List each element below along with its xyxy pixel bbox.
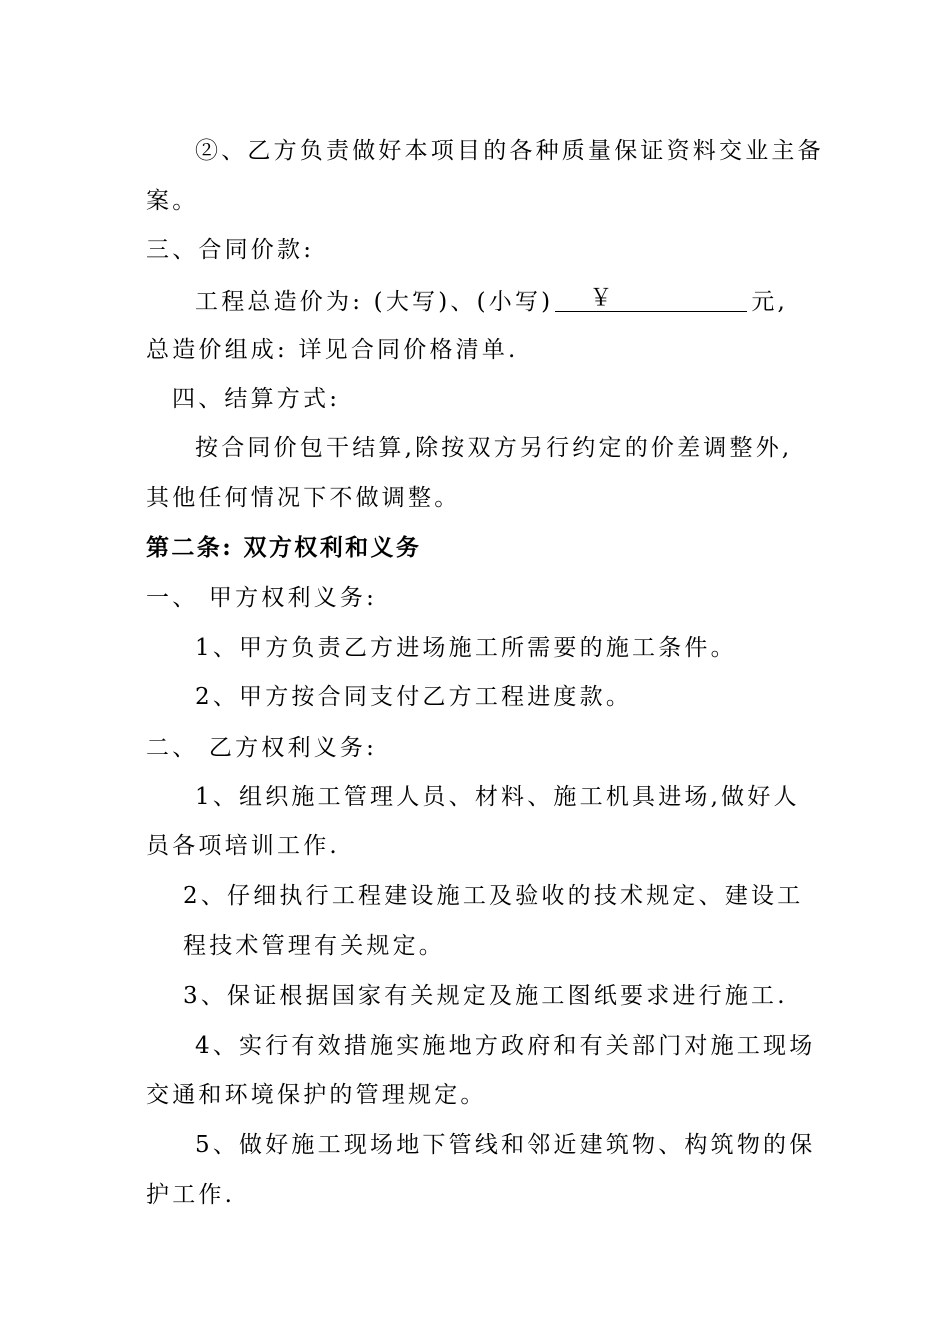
- party-b-item-3: 3、保证根据国家有关规定及施工图纸要求进行施工.: [183, 983, 788, 1009]
- article-two-heading: 第二条: 双方权利和义务: [146, 534, 422, 561]
- price-blank-field: [555, 285, 747, 312]
- party-b-item-2: 2、仔细执行工程建设施工及验收的技术规定、建设工: [183, 883, 804, 909]
- yen-symbol: ￥: [589, 285, 616, 311]
- party-a-item-2: 2、甲方按合同支付乙方工程进度款。: [195, 684, 633, 710]
- party-a-heading: 一、 甲方权利义务:: [146, 585, 378, 611]
- section-contract-price: 三、合同价款:: [146, 237, 315, 263]
- paragraph-settlement: 按合同价包干结算,除按双方另行约定的价差调整外,: [195, 435, 793, 461]
- total-price-label: 工程总造价为: (大写)、(小写): [195, 289, 554, 315]
- paragraph-price-composition: 总造价组成: 详见合同价格清单.: [146, 337, 519, 363]
- paragraph-quality-docs-cont: 案。: [146, 188, 199, 214]
- currency-unit: 元,: [751, 289, 789, 315]
- party-b-heading: 二、 乙方权利义务:: [146, 735, 378, 761]
- paragraph-quality-docs: ②、乙方负责做好本项目的各种质量保证资料交业主备: [195, 138, 824, 164]
- paragraph-settlement-cont: 其他任何情况下不做调整。: [146, 485, 461, 511]
- party-b-item-1-cont: 员各项培训工作.: [146, 833, 340, 859]
- party-b-item-4-cont: 交通和环境保护的管理规定。: [146, 1082, 487, 1108]
- party-b-item-2-cont: 程技术管理有关规定。: [183, 933, 445, 959]
- party-a-item-1: 1、甲方负责乙方进场施工所需要的施工条件。: [195, 635, 737, 661]
- party-b-item-1: 1、组织施工管理人员、材料、施工机具进场,做好人: [195, 784, 800, 810]
- party-b-item-5-cont: 护工作.: [146, 1182, 236, 1208]
- section-settlement: 四、结算方式:: [172, 386, 341, 412]
- paragraph-total-price: [195, 285, 788, 317]
- party-b-item-4: 4、实行有效措施实施地方政府和有关部门对施工现场: [195, 1033, 816, 1059]
- party-b-item-5: 5、做好施工现场地下管线和邻近建筑物、构筑物的保: [195, 1132, 816, 1158]
